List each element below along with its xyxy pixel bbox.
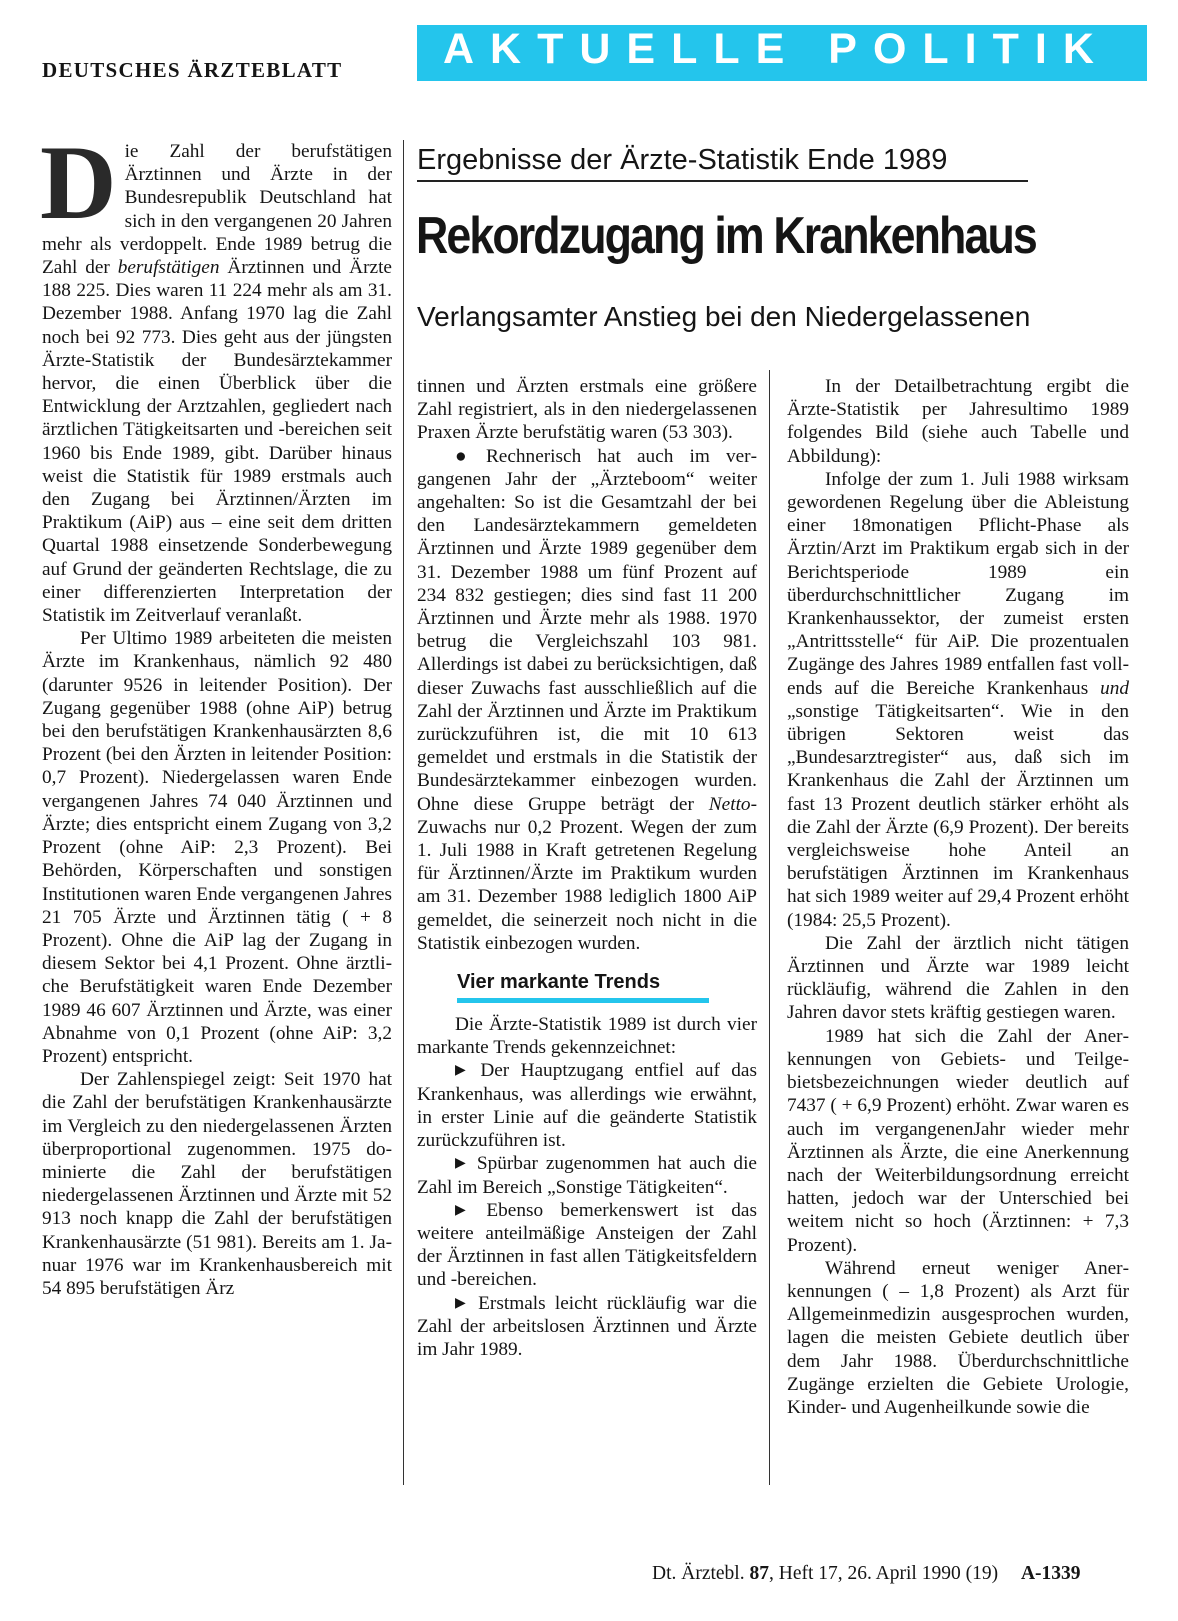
article-column-2 — [417, 375, 757, 1361]
citation-journal: Dt. Ärztebl. — [652, 1563, 745, 1584]
section-banner — [417, 25, 1147, 81]
citation-issue: , Heft 17, 26. April 1990 (19) — [768, 1563, 999, 1584]
masthead: DEUTSCHES ÄRZTEBLATT — [42, 58, 343, 82]
article-headline: Rekordzugang im Krankenhaus — [416, 207, 1036, 265]
netto-emphasis: Netto- — [708, 793, 757, 815]
article-kicker: Ergebnisse der Ärzte-Statistik Ende 1989 — [417, 144, 948, 176]
bullet-paragraph — [417, 445, 757, 955]
paragraph: In der Detailbetrachtung ergibt die Ärzte-Statistik per Jahresultimo 1989 folgendes Bild (siehe auch Tabelle und Abbildung): — [787, 376, 1129, 467]
triangle-bullet-icon: ▶ — [455, 1156, 469, 1172]
section-heading-underline — [457, 998, 709, 1003]
section-heading: Vier markante Trends — [457, 971, 661, 994]
page-footer — [652, 1563, 1081, 1585]
paragraph — [787, 468, 1129, 932]
column-divider-1 — [403, 140, 404, 1485]
article-subheadline: Verlangsamter Anstieg bei den Niedergelassenen — [417, 301, 1031, 332]
intro-text: ie Zahl der berufstätigen Ärztinnen und Ärzte in der Bundesrepublik Deutschland hat sich in den vergangenen 20 Jahren mehr als verdoppelt. Ende 1989 betrug die Zahl der — [42, 141, 392, 279]
paragraph-text: Infolge der zum 1. Juli 1988 wirksam gewordenen Regelung über die Ableistung einer 18monatigen Pflicht-Phase als Ärztin/Arzt im Praktikum ergab sich in der Berichtsperiode 1989 ein überdurchschnittlicher Zugang im Krankenhaussektor, der zumeist ersten „Antrittsstelle“ für AiP. Die prozentualen Zugänge des Jahres 1989 entfallen fast vollends auf die Bereiche Krankenhaus — [787, 468, 1129, 699]
trend-item — [417, 1199, 757, 1292]
article-column-3 — [787, 375, 1129, 1419]
paragraph-text-cont: „sonstige Tätigkeitsarten“. Wie in den übrigen Sektoren weist das „Bundesarztregister“ aus, daß sich im Krankenhaus die Zahl der Ärztinnen um fast 13 Prozent deutlich stärker erhöht als die Zahl der Ärzte (6,9 Prozent). Der bereits vergleichsweise hohe Anteil an berufstätigen Ärztinnen im Krankenhaus hat sich 1989 weiter auf 29,4 Prozent erhöht (1984: 25,5 Prozent). — [787, 700, 1129, 931]
paragraph: Die Zahl der ärztlich nicht tätigen Ärztinnen und Ärzte war 1989 leicht rückläufig, während die Zahlen in den Jahren davor stets kräftig gestiegen waren. — [787, 932, 1129, 1024]
paragraph: Der Zahlenspiegel zeigt: Seit 1970 hat die Zahl der berufstätigen Krankenhausärzte im Vergleich zu den niedergelassenen Ärzten überproportional zugenommen. 1975 dominierte die Zahl der berufstätigen niedergelassenen Ärztinnen und Ärzte mit 52 913 noch knapp die Zahl der berufstätigen Krankenhausärzte (51 981). Bereits am 1. Januar 1976 war im Krankenhausbereich mit 54 895 berufstätigen Ärz — [42, 1069, 392, 1299]
page-number: A-1339 — [1020, 1563, 1081, 1584]
trend-item — [417, 1059, 757, 1152]
citation-volume: 87 — [749, 1563, 769, 1584]
paragraph: Die Ärzte-Statistik 1989 ist durch vier markante Trends gekennzeichnet: — [417, 1014, 757, 1059]
column-divider-2 — [769, 370, 770, 1485]
paragraph: 1989 hat sich die Zahl der Anerkennungen von Gebiets- und Teilgebietsbezeichnungen wieder deutlich auf 7437 ( + 6,9 Prozent) erhöht. Zwar waren es auch im vergangenenJahr wieder mehr Ärztinnen als Ärzte, die eine Anerkennung nach der Weiterbildungsordnung erreicht hatten, jedoch war der Unterschied bei weitem nicht so hoch (Ärztinnen: + 7,3 Prozent). — [787, 1025, 1129, 1256]
trend-text: Der Hauptzugang entfiel auf das Krankenhaus, was allerdings wie erwähnt, in erster Linie auf die geänderte Statistik zurückzuführen ist. — [417, 1060, 757, 1152]
paragraph: tinnen und Ärzten erstmals eine größere Zahl registriert, als in den niedergelassenen Praxen Ärzte berufstätig waren (53 303). — [417, 376, 757, 444]
trend-text: Spürbar zugenommen hat auch die Zahl im Bereich „Sonstige Tätigkeiten“. — [417, 1153, 757, 1198]
trend-text: Erstmals leicht rückläufig war die Zahl der arbeitslosen Ärztinnen und Ärzte im Jahr 1989. — [417, 1292, 757, 1360]
trend-item — [417, 1292, 757, 1362]
section-banner-title: AKTUELLE POLITIK — [443, 25, 1110, 73]
triangle-bullet-icon: ▶ — [455, 1063, 473, 1079]
triangle-bullet-icon: ▶ — [455, 1295, 471, 1311]
triangle-bullet-icon: ▶ — [455, 1202, 479, 1218]
paragraph-intro — [40, 124, 392, 627]
und-emphasis: und — [1100, 677, 1129, 699]
intro-emphasis: berufstätigen — [117, 257, 220, 279]
article-column-1 — [40, 124, 392, 1300]
bullet-icon: ● — [455, 445, 478, 467]
intro-text-cont: Ärztinnen und Ärzte 188 225. Dies waren 11 224 mehr als am 31. Dezember 1988. Anfang 1970 lag die Zahl noch bei 92 773. Dies geht aus der jüngsten Ärzte-Statistik der Bundesärztekammer hervor, die einen Überblick über die Entwicklung der Arztzahlen, gegliedert nach ärztlichen Tätigkeitsarten und -bereichen seit 1960 bis Ende 1989, gibt. Darüber hinaus weist die Statistik für 1989 erstmals auch den Zugang bei Ärztinnen/Ärzten im Praktikum (AiP) aus – eine seit dem dritten Quartal 1988 einsetzende Sonderbewegung auf Grund der geänderten Rechtslage, die zu einer differenzierten Interpretation der Statistik im Zeitverlauf veranlaßt. — [42, 257, 392, 627]
trend-item — [417, 1152, 757, 1198]
drop-cap: D — [40, 124, 117, 241]
bullet-text-cont: Zuwachs nur 0,2 Prozent. Wegen der zum 1. Juli 1988 in Kraft getretenen Regelung für Ärztinnen/Ärzte im Praktikum wurden am 31. Dezember 1988 lediglich 1800 AiP gemeldet, die seinerzeit noch nicht in die Statistik einbezogen wurden. — [417, 816, 757, 954]
trend-text: Ebenso bemerkenswert ist das weitere anteilmäßige Ansteigen der Zahl der Ärztinnen in fast allen Tätigkeitsfeldern und -bereichen. — [417, 1199, 757, 1291]
kicker-underline — [417, 180, 1028, 182]
paragraph: Per Ultimo 1989 arbeiteten die meisten Ärzte im Krankenhaus, nämlich 92 480 (darunter 9526 in leitender Position). Der Zugang gegenüber 1988 (ohne AiP) betrug bei den berufstätigen Krankenhausärzten 8,6 Prozent (bei den Ärzten in leitender Position: 0,7 Prozent). Niedergelassen waren Ende vergangenen Jahres 74 040 Ärztinnen und Ärzte; dies entspricht einem Zugang von 3,2 Prozent (ohne AiP: 2,3 Prozent). Bei Behörden, Körperschaften und sonstigen Institutionen waren Ende vergangenen Jahres 21 705 Ärzte und Ärztinnen tätig ( + 8 Prozent). Ohne die AiP lag der Zugang in diesem Sektor bei 4,1 Prozent. Ohne ärztliche Berufstätigkeit waren Ende Dezember 1989 46 607 Ärztinnen und Ärzte, was einer Abnahme von 0,1 Prozent (ohne AiP: 3,2 Prozent) entspricht. — [42, 628, 392, 1067]
bullet-text: Rechnerisch hat auch im vergangenen Jahr der „Ärzteboom“ weiter angehalten: So ist die Gesamtzahl der bei den Landesärztekammern gemeldeten Ärztinnen und Ärzte 1989 gegenüber dem 31. Dezember 1988 um fünf Prozent auf 234 832 gestiegen; dies sind fast 11 200 Ärztinnen und Ärzte mehr als 1988. 1970 betrug die Vergleichszahl 103 981. Allerdings ist dabei zu berücksichtigen, daß dieser Zuwachs fast ausschließlich auf die Zahl der Ärztinnen und Ärzte im Praktikum zurückzuführen ist, die mit 10 613 gemeldet und erstmals in die Statistik der Bundesärztekammer einbezogen wurden. Ohne diese Gruppe beträgt der — [417, 445, 757, 815]
paragraph: Während erneut weniger Anerkennungen ( – 1,8 Prozent) als Arzt für Allgemeinmedizin ausgesprochen wurden, lagen die meisten Gebiete deutlich über dem Jahr 1988. Überdurchschnittliche Zugänge erzielten die Gebiete Urologie, Kinder- und Augenheilkunde sowie die — [787, 1257, 1129, 1418]
